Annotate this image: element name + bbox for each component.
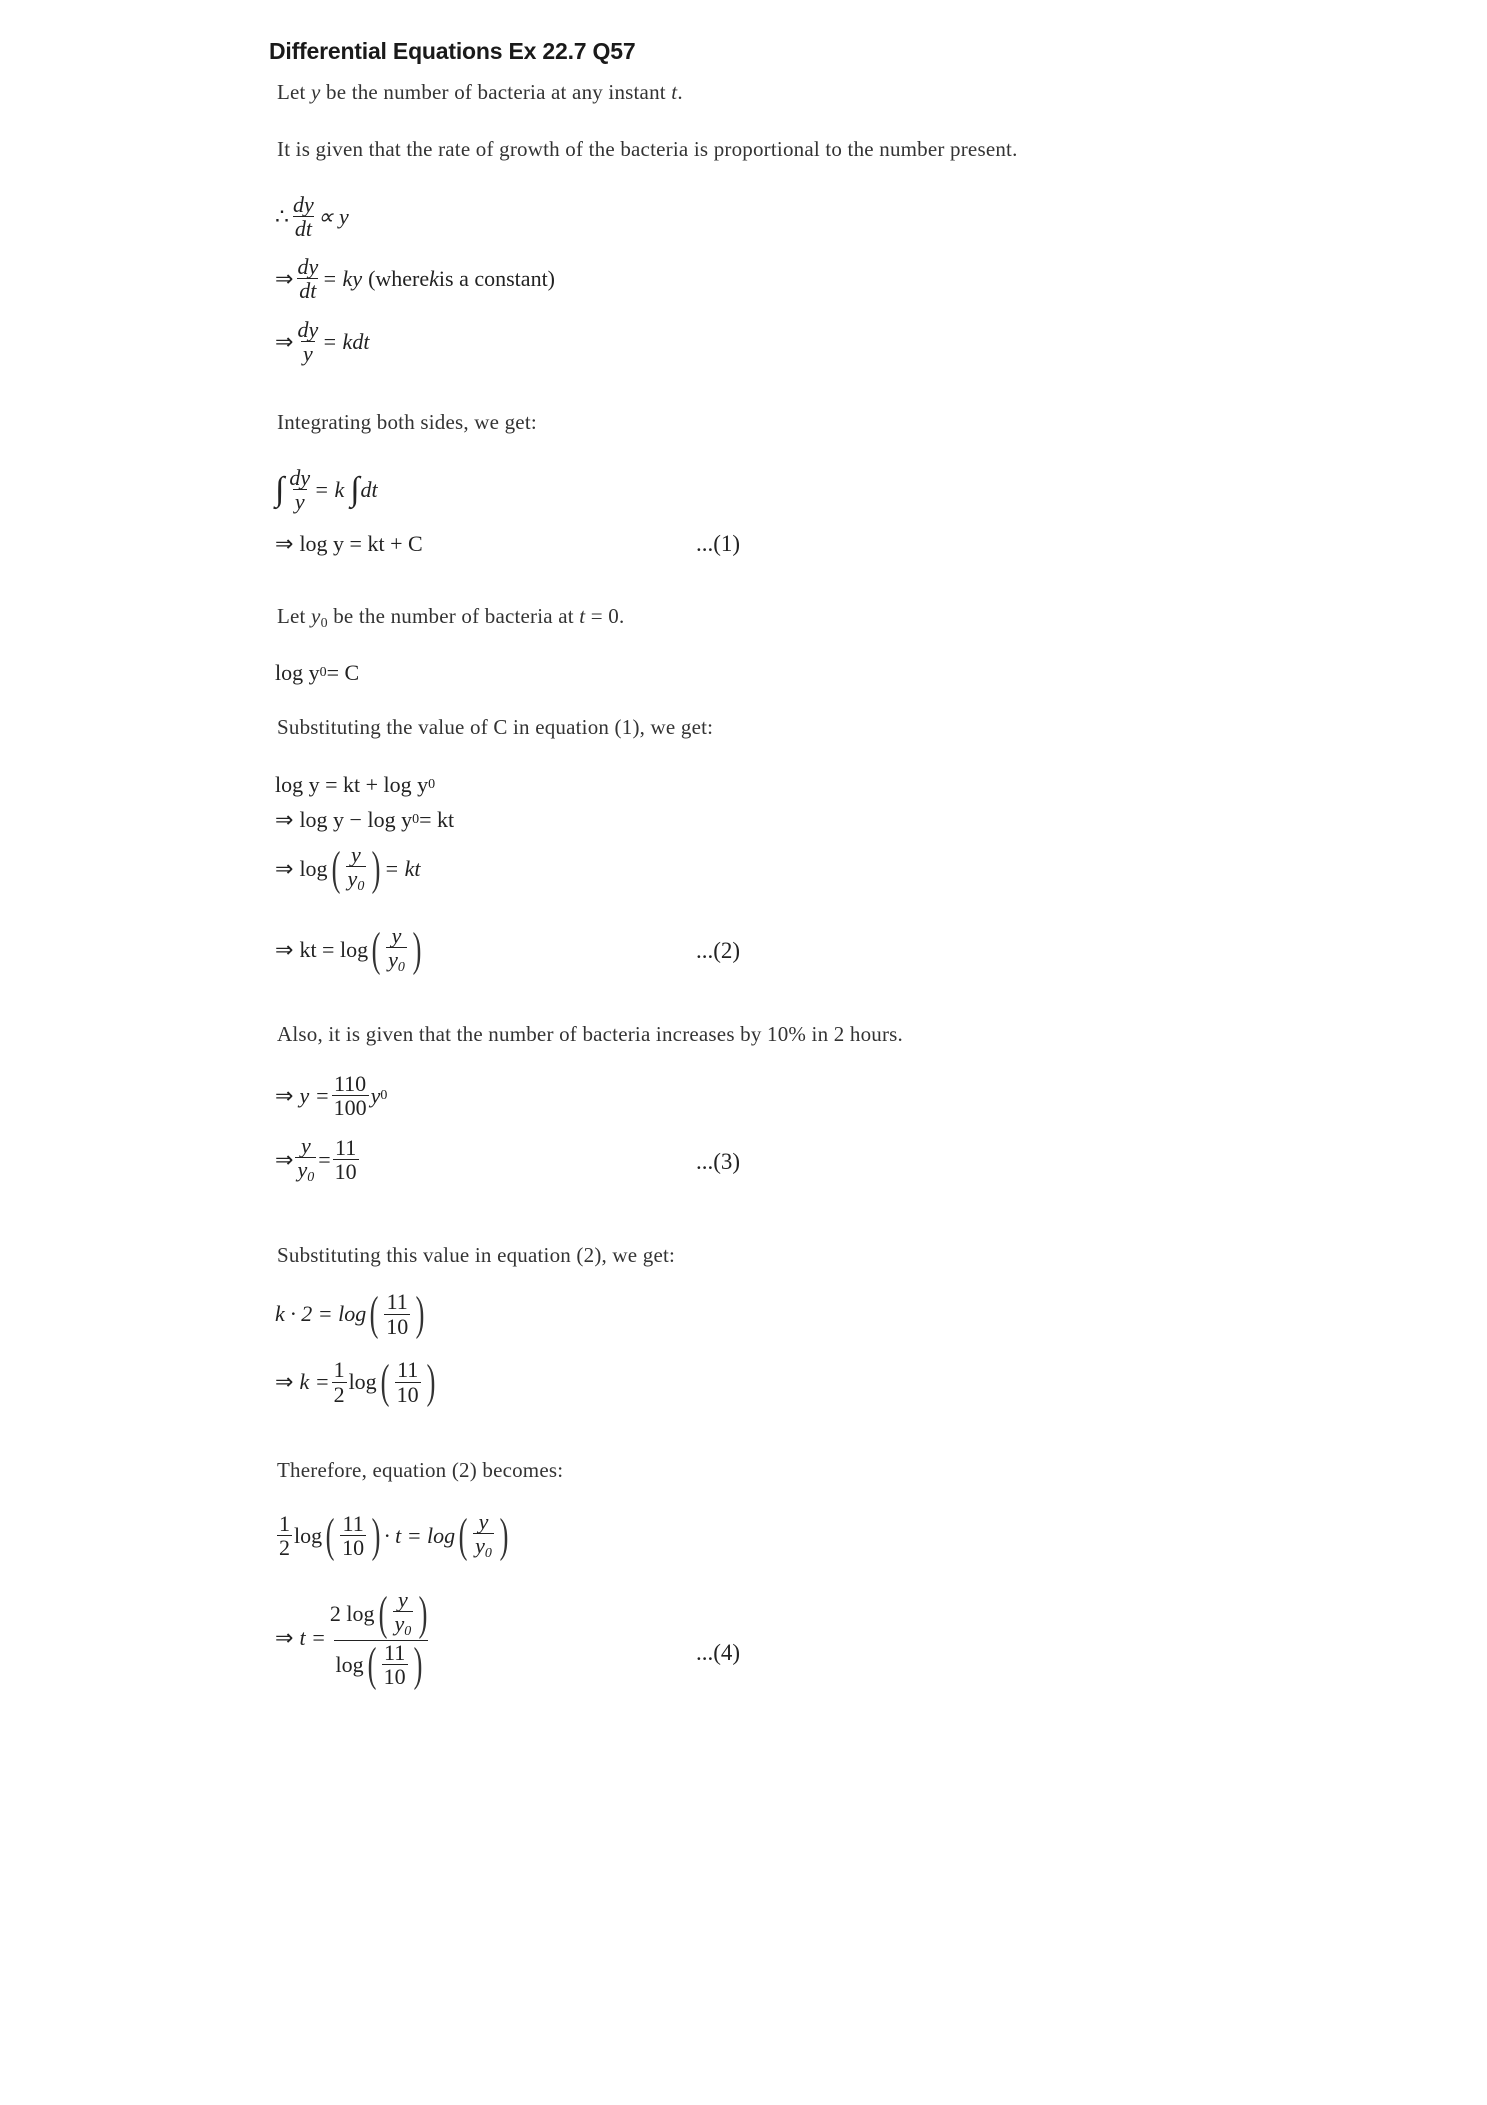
given-text: It is given that the rate of growth of the bacteria is proportional to the number present. xyxy=(277,137,1018,161)
denominator xyxy=(473,1533,494,1562)
numerator: 11 xyxy=(397,1357,419,1383)
step-k2 xyxy=(275,1287,428,1340)
fraction xyxy=(295,255,320,302)
implies-symbol: ⇒ xyxy=(275,807,294,832)
step-ky xyxy=(275,255,555,302)
expression: 0 xyxy=(397,960,405,976)
implies-symbol: ⇒ xyxy=(275,936,294,962)
implies-symbol: ⇒ xyxy=(275,855,294,881)
numerator: y xyxy=(391,923,402,948)
expression: is a constant) xyxy=(438,265,556,291)
expression: · t = log xyxy=(384,1522,456,1548)
fraction xyxy=(346,843,367,895)
expression: y xyxy=(394,1611,405,1637)
implies-symbol: ⇒ xyxy=(275,1082,294,1108)
fraction xyxy=(386,924,407,976)
parenthesis-group: ( $\frac{11}{10}$ ) xyxy=(367,1637,423,1691)
text-fragment: y xyxy=(311,604,321,628)
denominator: 10 xyxy=(386,1313,409,1339)
initial-text xyxy=(277,604,624,632)
implies-symbol: ⇒ xyxy=(275,531,294,556)
integral-symbol: ∫ xyxy=(275,470,285,508)
parenthesis-group: ( $\frac{11}{10}$ ) xyxy=(369,1287,425,1340)
step-log-y0 xyxy=(275,660,359,686)
integral-symbol: ∫ xyxy=(350,470,360,508)
step-log-eq-2 xyxy=(275,807,454,833)
denominator xyxy=(386,947,407,976)
expression: 0 xyxy=(307,1170,315,1186)
denominator: 10 xyxy=(396,1381,419,1407)
numerator: 1 xyxy=(279,1511,290,1537)
step-integral xyxy=(275,466,378,513)
numerator: 11 xyxy=(386,1289,408,1315)
numerator: y xyxy=(300,1133,311,1158)
expression: log xyxy=(299,855,328,881)
expression: = C xyxy=(326,660,360,685)
expression: y xyxy=(370,1082,381,1108)
expression: 0 xyxy=(404,1624,412,1640)
fraction xyxy=(395,1358,421,1405)
text-fragment: y xyxy=(311,80,321,104)
fraction xyxy=(328,1588,433,1689)
parenthesis-group: ( $\frac{11}{10}$ ) xyxy=(325,1508,381,1562)
expression: 0 xyxy=(484,1546,492,1562)
denominator: 2 xyxy=(333,1381,345,1407)
implies-symbol: ⇒ xyxy=(275,1369,294,1394)
denominator: 10 xyxy=(342,1535,365,1561)
fraction xyxy=(295,1134,316,1186)
numerator: dy xyxy=(293,192,314,217)
expression: = kt xyxy=(384,855,421,881)
growth-text: Also, it is given that the number of bacteria increases by 10% in 2 hours. xyxy=(277,1022,903,1046)
denominator xyxy=(334,1637,428,1691)
step-proportional xyxy=(275,193,349,240)
step-ratio-11-10 xyxy=(275,1134,361,1186)
numerator: dy xyxy=(289,465,311,490)
denominator xyxy=(393,1611,414,1640)
text-fragment: be the number of bacteria at any instant xyxy=(320,80,672,104)
expression: y xyxy=(475,1533,485,1559)
expression: k xyxy=(429,265,439,291)
expression: k · 2 = log xyxy=(275,1301,367,1326)
denominator: 2 xyxy=(279,1535,290,1561)
intro-text xyxy=(277,80,683,105)
expression: 0 xyxy=(428,777,436,792)
expression: = xyxy=(318,1146,331,1172)
expression: 0 xyxy=(319,665,327,680)
numerator: 110 xyxy=(333,1071,367,1096)
step-log-eq-1 xyxy=(275,772,435,798)
expression: 0 xyxy=(380,1087,388,1103)
expression: = kdt xyxy=(322,328,370,354)
expression: ∝ y xyxy=(317,203,349,229)
expression: log y = kt + C xyxy=(299,531,423,556)
parenthesis-group: ( $\frac{y}{y_0}$ ) xyxy=(458,1508,509,1562)
numerator: 11 xyxy=(335,1135,357,1161)
fraction xyxy=(295,318,320,365)
equation-number: ...(2) xyxy=(696,938,741,963)
step-log-ratio xyxy=(275,843,421,895)
fraction xyxy=(333,1136,359,1183)
expression: = ky xyxy=(322,265,363,291)
expression: dt xyxy=(360,476,378,502)
expression: y = xyxy=(299,1082,330,1108)
expression: = k xyxy=(314,476,345,502)
expression: log y = kt + log y xyxy=(275,772,429,797)
expression: = kt xyxy=(419,807,455,832)
therefore-text: Therefore, equation (2) becomes: xyxy=(277,1458,564,1482)
fraction xyxy=(340,1512,366,1559)
denominator: dt xyxy=(294,216,312,242)
numerator: 11 xyxy=(384,1640,406,1666)
implies-symbol: ⇒ xyxy=(275,328,294,354)
expression: y xyxy=(347,866,358,892)
parenthesis-group: ( $\frac{11}{10}$ ) xyxy=(380,1355,436,1408)
step-kt-log xyxy=(275,924,425,976)
numerator: 11 xyxy=(342,1511,364,1537)
expression: kt = log xyxy=(299,936,369,962)
step-t-value xyxy=(275,1588,435,1689)
substituting-text: Substituting the value of C in equation (1), we get: xyxy=(277,715,714,739)
denominator: 10 xyxy=(334,1159,357,1185)
text-fragment: t xyxy=(671,80,678,104)
denominator: y xyxy=(302,341,313,367)
expression: 0 xyxy=(412,812,420,827)
fraction xyxy=(287,466,312,513)
expression: 2 log xyxy=(329,1601,375,1627)
therefore-symbol: ∴ xyxy=(275,203,289,229)
denominator: dt xyxy=(299,278,317,304)
text-fragment: be the number of bacteria at xyxy=(327,604,580,628)
expression: 0 xyxy=(357,879,365,895)
expression: log y − log y xyxy=(299,807,413,832)
fraction xyxy=(384,1290,410,1337)
text-fragment: Let xyxy=(277,80,312,104)
fraction xyxy=(332,1072,369,1119)
fraction xyxy=(277,1512,292,1559)
expression: log xyxy=(294,1522,323,1548)
equation-number: ...(3) xyxy=(696,1149,741,1174)
parenthesis-group: ( $\frac{y}{y_0}$ ) xyxy=(371,922,422,976)
expression: log xyxy=(335,1652,364,1678)
fraction xyxy=(382,1641,408,1688)
denominator: y xyxy=(294,489,305,515)
numerator: dy xyxy=(297,254,319,279)
implies-symbol: ⇒ xyxy=(275,1625,294,1651)
expression: y xyxy=(388,947,398,973)
implies-symbol: ⇒ xyxy=(275,1146,294,1172)
numerator xyxy=(328,1588,433,1640)
denominator: 100 xyxy=(333,1095,367,1121)
numerator: dy xyxy=(297,317,319,342)
text-fragment: Let xyxy=(277,604,312,628)
text-fragment: 0 xyxy=(320,616,328,631)
expression: k = xyxy=(299,1369,330,1394)
integrating-text: Integrating both sides, we get: xyxy=(277,410,537,434)
substituting-value-text: Substituting this value in equation (2), we get: xyxy=(277,1243,676,1267)
expression: y xyxy=(297,1157,308,1183)
text-fragment: t xyxy=(579,604,586,628)
step-y-110 xyxy=(275,1072,387,1119)
expression: (where xyxy=(368,265,430,291)
numerator: y xyxy=(351,842,361,867)
implies-symbol: ⇒ xyxy=(275,265,294,291)
step-k-value xyxy=(275,1355,439,1408)
equation-number: ...(1) xyxy=(696,531,741,556)
fraction xyxy=(473,1510,494,1562)
step-kdt xyxy=(275,318,369,365)
fraction xyxy=(291,193,316,240)
denominator xyxy=(346,866,367,895)
text-fragment: . xyxy=(677,80,683,104)
step-half-log xyxy=(275,1510,512,1562)
expression: t = xyxy=(299,1625,326,1651)
fraction xyxy=(393,1588,414,1640)
numerator: 1 xyxy=(333,1357,345,1383)
denominator xyxy=(295,1157,316,1186)
numerator: y xyxy=(398,1587,408,1612)
parenthesis-group: ( $\frac{y}{y_0}$ ) xyxy=(378,1586,428,1640)
expression: log xyxy=(348,1369,377,1394)
fraction xyxy=(332,1358,347,1405)
step-log-y xyxy=(275,531,423,557)
page-title: Differential Equations Ex 22.7 Q57 xyxy=(269,38,636,64)
denominator: 10 xyxy=(383,1664,406,1690)
text-fragment: = 0. xyxy=(585,604,625,628)
equation-number: ...(4) xyxy=(696,1640,741,1665)
expression: log y xyxy=(275,660,320,685)
numerator: y xyxy=(478,1509,489,1534)
parenthesis-group: ( $\frac{y}{y_0}$ ) xyxy=(331,841,381,895)
